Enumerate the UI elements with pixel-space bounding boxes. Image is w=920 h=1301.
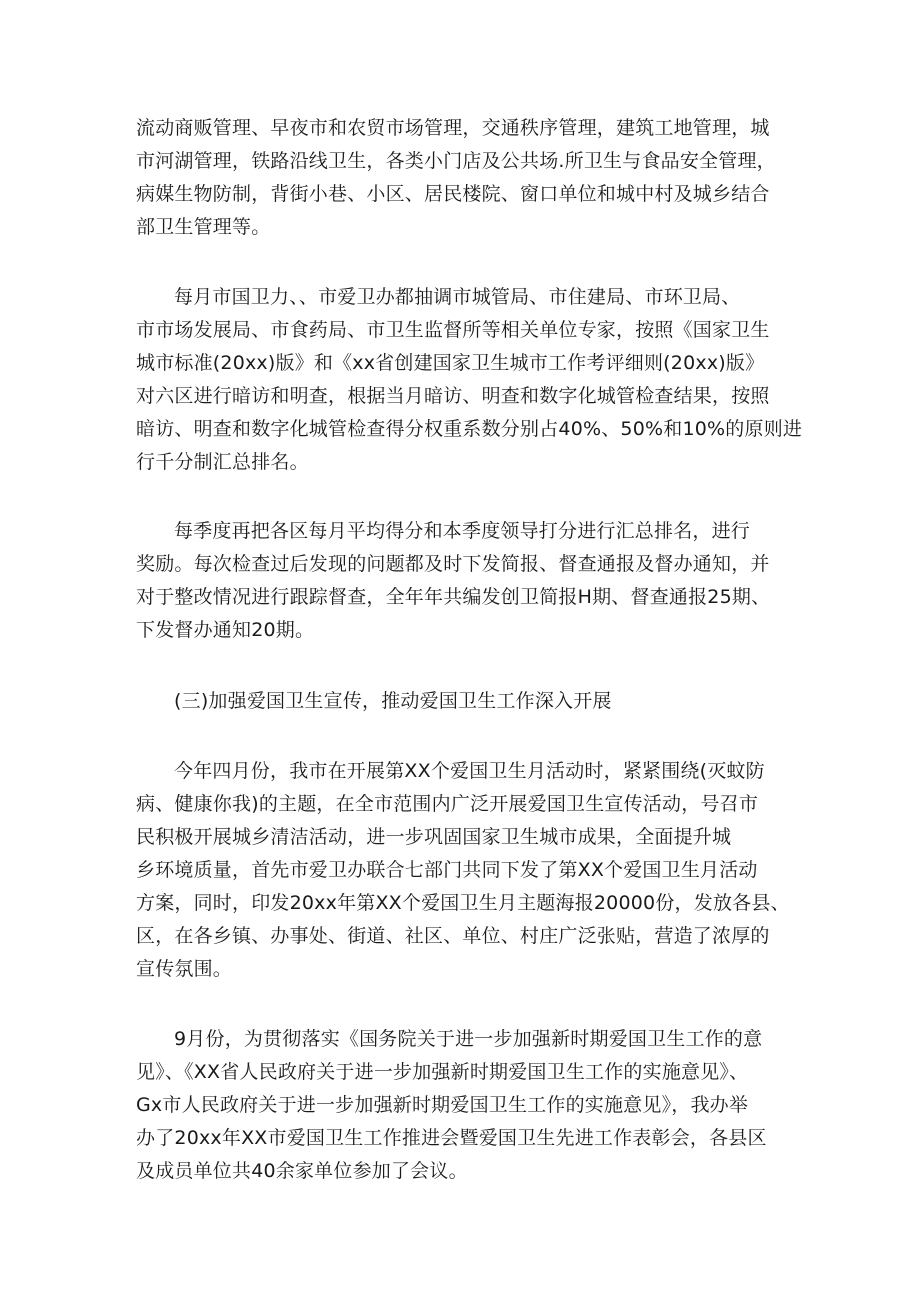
- paragraph-line: 对六区进行暗访和明查，根据当月暗访、明查和数字化城管检查结果，按照: [136, 385, 770, 407]
- paragraph-2: [136, 281, 803, 479]
- paragraph-line: 方案，同时，印发20xx年第XX个爱国卫生月主题海报20000份，发放各县、: [136, 892, 790, 914]
- paragraph-line: 病、健康你我)的主题，在全市范围内广泛开展爱国卫生宣传活动，号召市: [136, 793, 759, 815]
- paragraph-line: 民积极开展城乡清洁活动，进一步巩固国家卫生城市成果，全面提升城: [136, 826, 732, 848]
- paragraph-line: 城市标准(20xx)版》和《xx省创建国家卫生城市工作考评细则(20xx)版》: [136, 352, 765, 374]
- paragraph-3: [136, 515, 796, 647]
- paragraph-line: 市市场发展局、市食药局、市卫生监督所等相关单位专家，按照《国家卫生: [136, 319, 770, 341]
- paragraph-line: 流动商贩管理、早夜市和农贸市场管理，交通秩序管理，建筑工地管理，城: [136, 117, 770, 139]
- paragraph-line: 市河湖管理，铁路沿线卫生，各类小门店及公共场.所卫生与食品安全管理，: [136, 150, 776, 172]
- paragraph-line: 下发督办通知20期。: [136, 619, 315, 641]
- paragraph-line: 乡环境质量，首先市爱卫办联合七部门共同下发了第XX个爱国卫生月活动: [136, 859, 758, 881]
- paragraph-line: 宣传氛围。: [136, 958, 233, 980]
- paragraph-line: 部卫生管理等。: [136, 216, 271, 238]
- paragraph-line: 每月市国卫力、、市爱卫办都抽调市城管局、市住建局、市环卫局、: [174, 286, 741, 308]
- section-heading: [136, 685, 796, 718]
- paragraph-line: 办了20xx年XX市爱国卫生工作推进会暨爱国卫生先进工作表彰会，各县区: [136, 1127, 767, 1149]
- paragraph-line: 行千分制汇总排名。: [136, 451, 309, 473]
- paragraph-line: 见》、《XX省人民政府关于进一步加强新时期爱国卫生工作的实施意见》、: [136, 1061, 749, 1083]
- paragraph-line: 区，在各乡镇、办事处、街道、社区、单位、村庄广泛张贴，营造了浓厚的: [136, 925, 770, 947]
- paragraph-line: 暗访、明查和数字化城管检查得分权重系数分别占40%、50%和10%的原则进: [136, 418, 803, 440]
- heading-line: (三)加强爱国卫生宣传，推动爱国卫生工作深入开展: [174, 690, 612, 712]
- paragraph-line: 对于整改情况进行跟踪督查，全年年共编发创卫简报H期、督查通报25期、: [136, 586, 771, 608]
- paragraph-line: 病媒生物防制，背街小巷、小区、居民楼院、窗口单位和城中村及城乡结合: [136, 183, 770, 205]
- paragraph-line: 9月份，为贯彻落实《国务院关于进一步加强新时期爱国卫生工作的意: [174, 1028, 763, 1050]
- paragraph-line: 每季度再把各区每月平均得分和本季度领导打分进行汇总排名，进行: [174, 520, 751, 542]
- paragraph-5: [136, 1023, 796, 1188]
- paragraph-line: 今年四月份，我市在开展第XX个爱国卫生月活动时，紧紧围绕(灭蚊防: [174, 760, 765, 782]
- paragraph-line: 及成员单位共40余家单位参加了会议。: [136, 1160, 468, 1182]
- paragraph-1: [136, 112, 796, 244]
- paragraph-line: Gx市人民政府关于进一步加强新时期爱国卫生工作的实施意见》，我办举: [136, 1094, 749, 1116]
- paragraph-4: [136, 755, 796, 986]
- paragraph-line: 奖励。每次检查过后发现的问题都及时下发简报、督查通报及督办通知，并: [136, 553, 770, 575]
